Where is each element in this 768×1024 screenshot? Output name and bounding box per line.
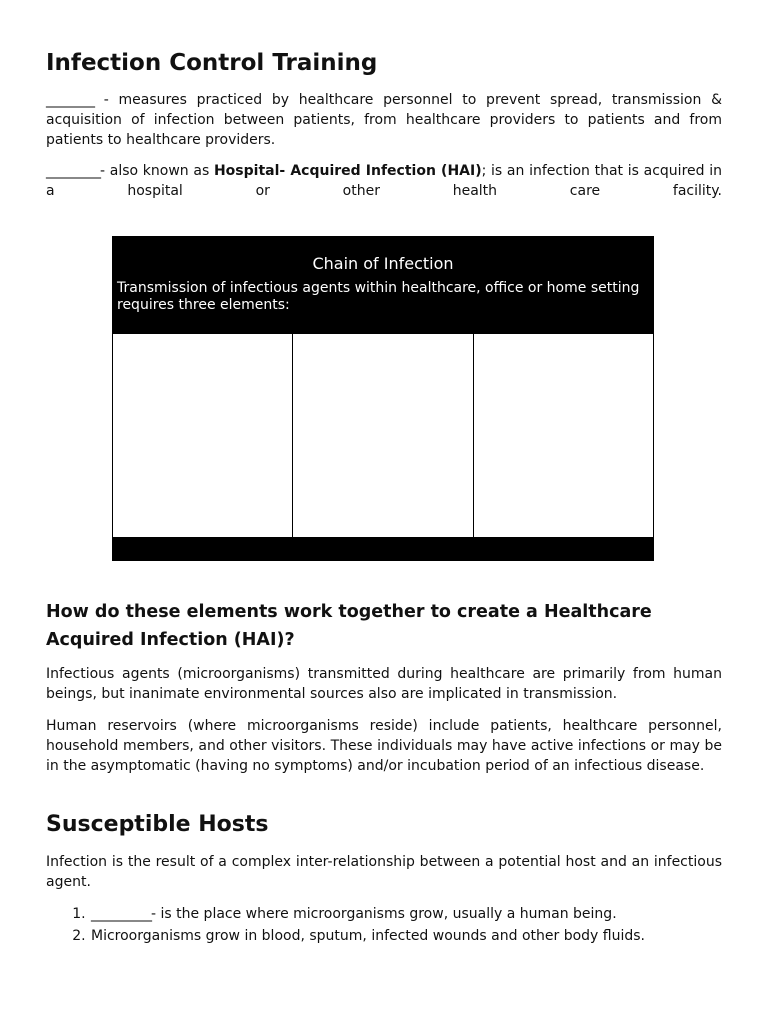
chain-table-cells: [112, 333, 654, 538]
chain-table-description: Transmission of infectious agents within healthcare, office or home setting requires three elements:: [117, 280, 640, 313]
question-heading: How do these elements work together to create a Healthcare Acquired Infection (HAI)?: [46, 602, 652, 650]
chain-table-header: [112, 236, 654, 333]
list-item: [90, 903, 722, 925]
intro-paragraph-2: [46, 161, 722, 201]
chain-of-infection-table: [112, 236, 654, 561]
paragraph-infectious-agents: Infectious agents (microorganisms) transmitted during healthcare are primarily from human beings, but inanimate environmental sources also are implicated in transmission.: [46, 666, 722, 702]
fill-in-blank-1: ________: [46, 92, 94, 108]
document-page: [46, 46, 722, 944]
intro-text-2a: - also known as: [100, 163, 214, 179]
list-item: [90, 925, 722, 947]
page-title: Infection Control Training: [46, 50, 378, 76]
chain-cell-2: [293, 333, 473, 538]
intro-text-2b: ; is an infection that is acquired in a hospital or other health care facility.: [46, 163, 722, 199]
section-heading-susceptible-hosts: Susceptible Hosts: [46, 812, 269, 837]
intro-paragraph-1: [46, 90, 722, 150]
chain-cell-3: [474, 333, 654, 538]
paragraph-susceptible-hosts: Infection is the result of a complex inter-relationship between a potential host and an infectious agent.: [46, 854, 722, 890]
intro-text-1: - measures practiced by healthcare personnel to prevent spread, transmission & acquisition of infection between patients, from healthcare providers to patients and from patients to healthcare providers.: [46, 92, 722, 148]
paragraph-human-reservoirs: Human reservoirs (where microorganisms reside) include patients, healthcare personnel, household members, and other visitors. These individuals may have active infections or may be in the asymptomatic (having no symptoms) and/or incubation period of an infectious disease.: [46, 718, 722, 774]
list-item-text: - is the place where microorganisms grow, usually a human being.: [151, 906, 617, 922]
fill-in-blank-3: __________: [91, 906, 151, 922]
chain-cell-1: [112, 333, 293, 538]
hai-term: Hospital- Acquired Infection (HAI): [213, 163, 482, 179]
fill-in-blank-2: _________: [46, 163, 100, 179]
susceptible-hosts-list: [46, 903, 722, 947]
list-item-text: Microorganisms grow in blood, sputum, infected wounds and other body fluids.: [91, 928, 645, 944]
chain-table-title: Chain of Infection: [312, 254, 454, 273]
